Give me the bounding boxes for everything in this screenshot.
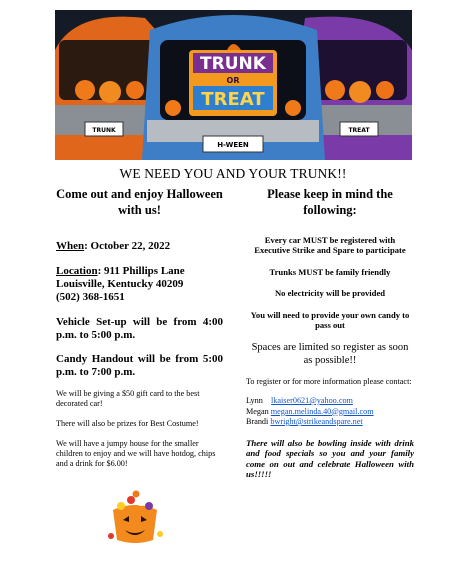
rule-no-electricity: No electricity will be provided: [274, 288, 386, 298]
when-value: : October 22, 2022: [84, 240, 171, 252]
rule-registration: Every car MUST be registered with Executive Strike and Spare to participate: [254, 235, 406, 255]
contact-email-link[interactable]: bwright@strikeandspare.net: [270, 417, 363, 426]
gift-card-note: We will be giving a $50 gift card to the best decorated car!: [56, 389, 200, 408]
plate-right: TREAT: [348, 127, 370, 134]
right-heading: Please keep in mind the following:: [267, 187, 393, 217]
contact-name: Lynn: [246, 396, 263, 405]
contact-email-link[interactable]: megan.melinda.40@gmail.com: [270, 406, 374, 416]
rule-family-friendly: Trunks MUST be family friendly: [269, 267, 391, 277]
rule-own-candy: You will need to provide your own candy to pass out: [250, 310, 410, 330]
left-column: [56, 186, 223, 469]
setup-time: Vehicle Set-up will be from 4:00 p.m. to 5:00 p.m.: [56, 316, 223, 341]
sign-trunk: TRUNK: [200, 54, 266, 74]
when-label: When: [56, 240, 85, 252]
sign-or: OR: [226, 76, 240, 85]
location-phone: (502) 368-1651: [56, 291, 125, 303]
spaces-limited: Spaces are limited so register as soon as possible!!: [251, 342, 409, 366]
sign-treat: TREAT: [201, 89, 265, 110]
page-headline: WE NEED YOU AND YOUR TRUNK!!: [119, 166, 347, 181]
contact-list: [246, 396, 414, 428]
location-label: Location: [56, 265, 98, 277]
location-line1: : 911 Phillips Lane: [97, 265, 185, 277]
contact-name: Megan: [246, 406, 269, 416]
left-heading: Come out and enjoy Halloween with us!: [56, 187, 223, 217]
trunk-or-treat-banner: [55, 10, 412, 160]
bowling-note: There will also be bowling inside with drink and food specials so you and your family come on out and celebrate Halloween with us!!!!!: [246, 437, 414, 479]
plate-center: H-WEEN: [217, 141, 249, 149]
right-column: [246, 186, 414, 480]
location-block: [56, 265, 223, 304]
jumpy-house-note: We will have a jumpy house for the smaller children to enjoy and we will have hotdog, chips and a drink for $6.00!: [56, 439, 216, 468]
when-line: [56, 240, 223, 253]
contact-name: Brandi: [246, 417, 269, 426]
trunk-or-treat-sign: [189, 44, 277, 116]
contact-email-link[interactable]: lkaiser0621@yahoo.com: [271, 396, 353, 405]
plate-left: TRUNK: [92, 127, 116, 134]
candy-bucket-image: [103, 482, 167, 546]
register-intro: To register or for more information please contact:: [246, 377, 412, 386]
candy-handout-time: Candy Handout will be from 5:00 p.m. to 7:00 p.m.: [56, 353, 223, 378]
location-line2: Louisville, Kentucky 40209: [56, 278, 184, 290]
prizes-note: There will also be prizes for Best Costume!: [56, 419, 199, 428]
